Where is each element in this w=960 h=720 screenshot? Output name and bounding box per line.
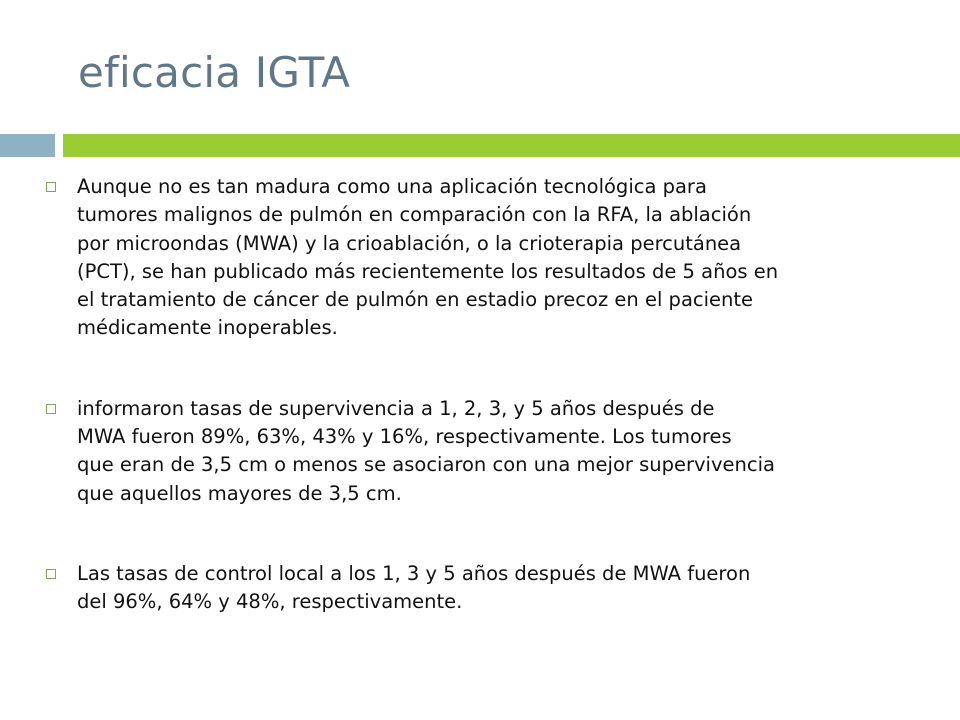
bullet-item-3 <box>46 560 916 617</box>
bullet-text: Aunque no es tan madura como una aplicación tecnológica para tumores malignos de pulmón en comparación con la RFA, la ablación por microondas (MWA) y la crioablación, o la crioterapia percutánea (PCT), se han publicado más recientemente los resultados de 5 años en el tratamiento de cáncer de pulmón en estadio precoz en el paciente médicamente inoperables. <box>77 175 779 340</box>
bullet-text: informaron tasas de supervivencia a 1, 2, 3, y 5 años después de MWA fueron 89%, 63%, 43% y 16%, respectivamente. Los tumores que eran de 3,5 cm o menos se asociaron con una mejor supervivencia que aquellos mayores de 3,5 cm. <box>77 396 775 505</box>
square-bullet-icon <box>46 182 56 192</box>
title-accent-bar-green <box>63 134 960 157</box>
square-bullet-icon <box>46 569 56 579</box>
bullet-text: Las tasas de control local a los 1, 3 y 5 años después de MWA fueron del 96%, 64% y 48%, respectivamente. <box>77 561 751 614</box>
bullet-item-2 <box>46 395 916 508</box>
title-accent-bar-teal <box>0 134 55 157</box>
bullet-item-1 <box>46 173 916 343</box>
slide-content <box>46 173 916 617</box>
slide-title: eficacia IGTA <box>78 48 351 97</box>
square-bullet-icon <box>46 404 56 414</box>
